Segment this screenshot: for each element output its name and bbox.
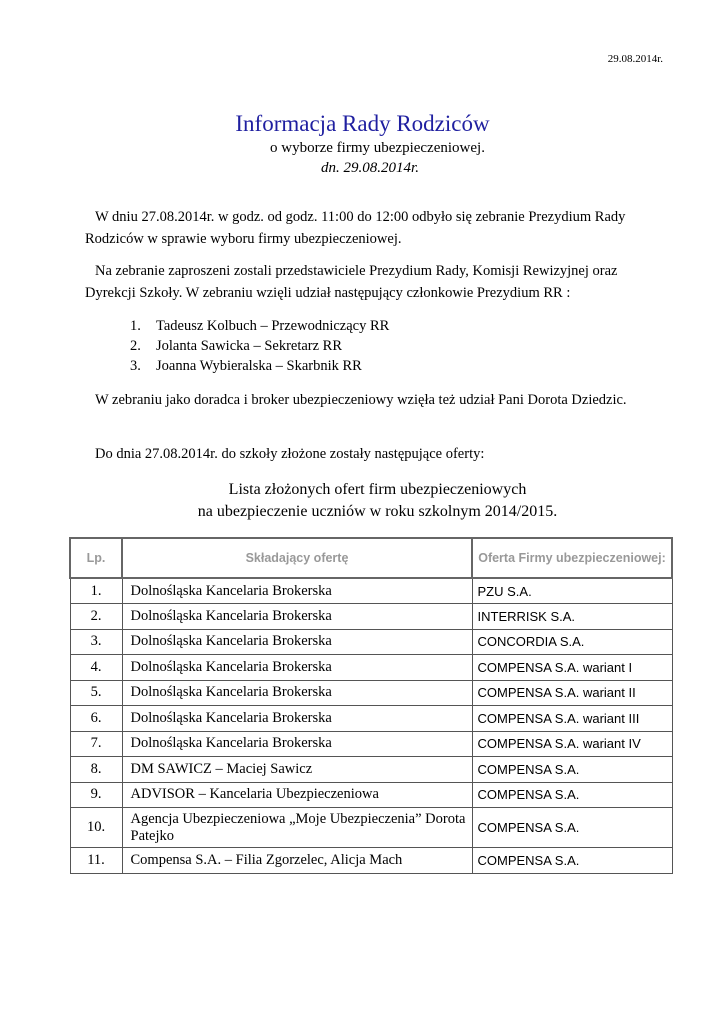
header-offer: Oferta Firmy ubezpieczeniowej: <box>472 538 672 578</box>
cell-lp: 10. <box>70 808 122 848</box>
document-title: Informacja Rady Rodziców <box>235 111 490 136</box>
cell-name: DM SAWICZ – Maciej Sawicz <box>122 757 472 783</box>
cell-name: Dolnośląska Kancelaria Brokerska <box>122 731 472 757</box>
header-lp: Lp. <box>70 538 122 578</box>
cell-name: Dolnośląska Kancelaria Brokerska <box>122 629 472 655</box>
member-item: 2. Jolanta Sawicka – Sekretarz RR <box>130 338 343 354</box>
table-row <box>70 731 672 757</box>
member-item: 3. Joanna Wybieralska – Skarbnik RR <box>130 358 362 374</box>
table-row <box>70 578 672 604</box>
cell-offer: COMPENSA S.A. wariant III <box>472 706 672 732</box>
header-name: Składający ofertę <box>122 538 472 578</box>
table-row <box>70 629 672 655</box>
member-item: 1. Tadeusz Kolbuch – Przewodniczący RR <box>130 318 390 334</box>
cell-lp: 9. <box>70 782 122 808</box>
cell-offer: INTERRISK S.A. <box>472 604 672 630</box>
cell-lp: 3. <box>70 629 122 655</box>
cell-lp: 5. <box>70 680 122 706</box>
offers-list-title: Lista złożonych ofert firm ubezpieczeniowych na ubezpieczenie uczniów w roku szkolnym 2014/2015. <box>197 481 558 520</box>
cell-name: Compensa S.A. – Filia Zgorzelec, Alicja Mach <box>122 848 472 874</box>
cell-offer: CONCORDIA S.A. <box>472 629 672 655</box>
cell-lp: 2. <box>70 604 122 630</box>
cell-offer: COMPENSA S.A. <box>472 848 672 874</box>
paragraph-broker: W zebraniu jako doradca i broker ubezpieczeniowy wzięła też udział Pani Dorota Dziedzic. <box>95 392 627 408</box>
table-row <box>70 604 672 630</box>
cell-lp: 8. <box>70 757 122 783</box>
table-row <box>70 655 672 681</box>
cell-lp: 1. <box>70 578 122 604</box>
table-row <box>70 757 672 783</box>
cell-lp: 7. <box>70 731 122 757</box>
cell-name: Agencja Ubezpieczeniowa „Moje Ubezpieczenia” Dorota Patejko <box>122 808 472 848</box>
table-row <box>70 706 672 732</box>
cell-offer: COMPENSA S.A. <box>472 782 672 808</box>
paragraph-meeting: W dniu 27.08.2014r. w godz. od godz. 11:00 do 12:00 odbyło się zebranie Prezydium Rady Rodziców w sprawie wyboru firmy ubezpieczeniowej. <box>85 209 626 247</box>
cell-name: Dolnośląska Kancelaria Brokerska <box>122 655 472 681</box>
cell-lp: 11. <box>70 848 122 874</box>
table-row <box>70 808 672 848</box>
cell-name: Dolnośląska Kancelaria Brokerska <box>122 578 472 604</box>
cell-name: ADVISOR – Kancelaria Ubezpieczeniowa <box>122 782 472 808</box>
cell-name: Dolnośląska Kancelaria Brokerska <box>122 680 472 706</box>
document-date: 29.08.2014r. <box>607 53 663 65</box>
cell-offer: COMPENSA S.A. <box>472 808 672 848</box>
cell-offer: COMPENSA S.A. wariant I <box>472 655 672 681</box>
cell-offer: COMPENSA S.A. wariant IV <box>472 731 672 757</box>
cell-offer: PZU S.A. <box>472 578 672 604</box>
offers-table <box>69 537 673 874</box>
cell-name: Dolnośląska Kancelaria Brokerska <box>122 604 472 630</box>
members-list <box>130 316 389 376</box>
document-subtitle: o wyborze firmy ubezpieczeniowej. <box>270 140 485 156</box>
paragraph-offers-intro: Do dnia 27.08.2014r. do szkoły złożone zostały następujące oferty: <box>95 446 485 462</box>
paragraph-participants: Na zebranie zaproszeni zostali przedstawiciele Prezydium Rady, Komisji Rewizyjnej oraz Dyrekcji Szkoły. W zebraniu wzięli udział następujący członkowie Prezydium RR : <box>85 263 618 301</box>
cell-offer: COMPENSA S.A. <box>472 757 672 783</box>
cell-lp: 4. <box>70 655 122 681</box>
cell-offer: COMPENSA S.A. wariant II <box>472 680 672 706</box>
table-row <box>70 782 672 808</box>
table-row <box>70 848 672 874</box>
cell-name: Dolnośląska Kancelaria Brokerska <box>122 706 472 732</box>
table-row <box>70 680 672 706</box>
document-subdate: dn. 29.08.2014r. <box>321 160 419 176</box>
cell-lp: 6. <box>70 706 122 732</box>
